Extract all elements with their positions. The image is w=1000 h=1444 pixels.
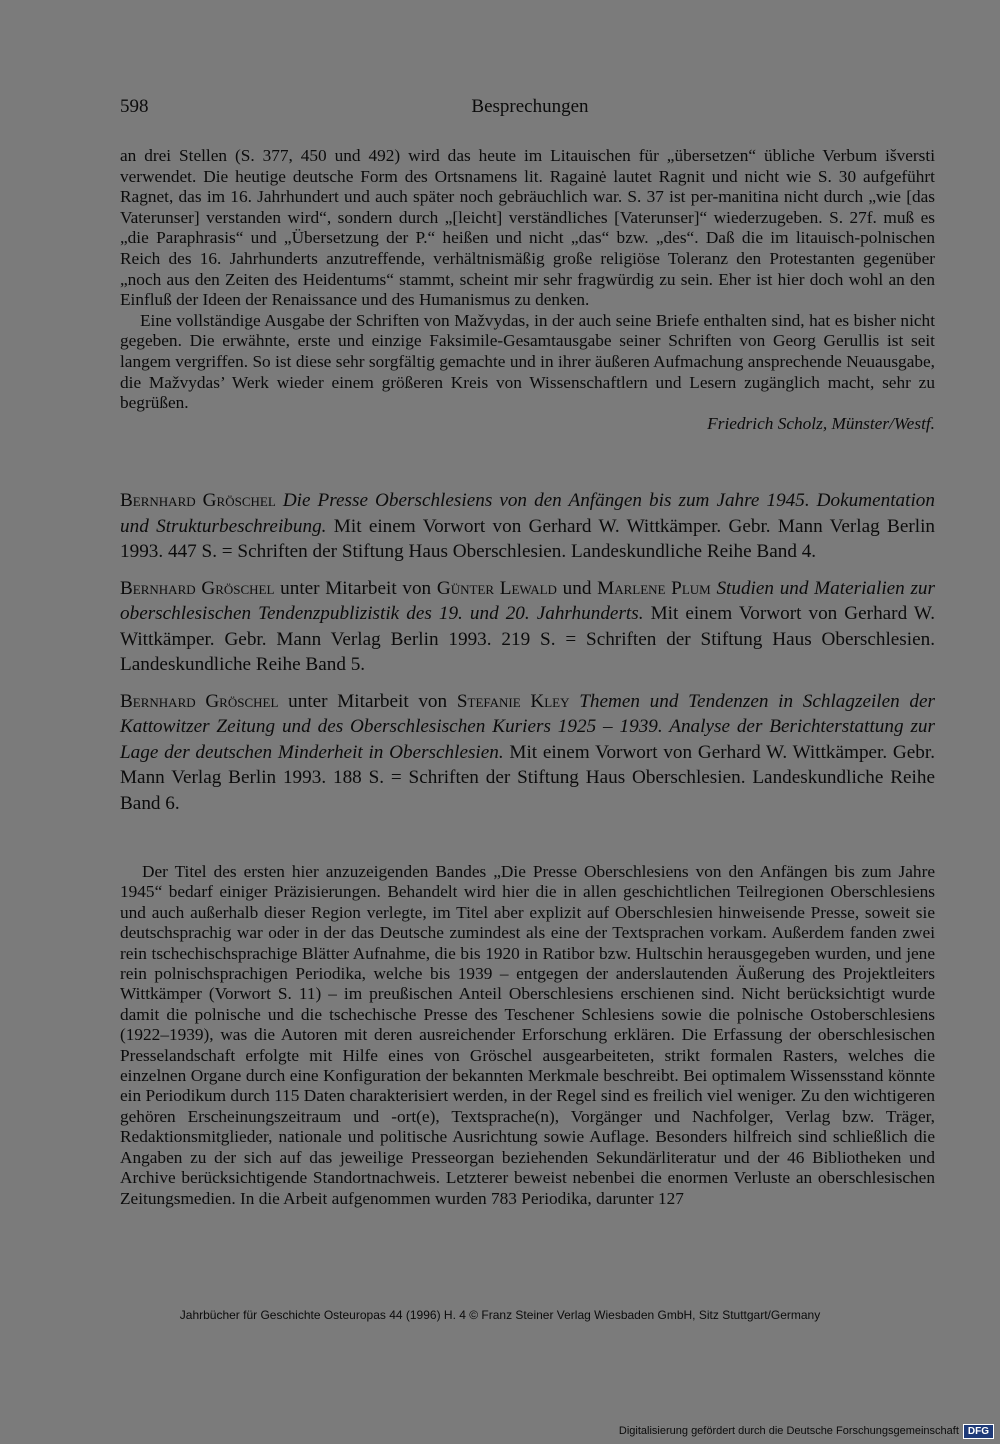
entry-publication-details: Mit einem Vorwort von Gerhard W. Wittkämper. Gebr. Mann Verlag Berlin 1993. 188 S. = Schriften der Stiftung Haus Oberschlesien. Landeskundliche Reihe Band 6. (120, 741, 935, 814)
running-header (120, 96, 940, 122)
bib-entry (120, 488, 935, 565)
entry-author: Bernhard Gröschel (120, 490, 276, 511)
review-body (120, 862, 935, 1209)
bib-entry (120, 689, 935, 817)
reviewer-signature: Friedrich Scholz, Münster/Westf. (707, 413, 935, 433)
entry-title: Die Presse Oberschlesiens von den Anfängen bis zum Jahre 1945. Dokumentation und Strukturbeschreibung. (120, 490, 935, 537)
journal-footer: Jahrbücher für Geschichte Osteuropas 44 (1996) H. 4 © Franz Steiner Verlag Wiesbaden GmbH, Sitz Stuttgart/Germany (179, 1308, 821, 1322)
section-title: Besprechungen (471, 96, 589, 117)
entry-conjunction: und (562, 577, 592, 599)
bib-entry (120, 576, 935, 678)
entry-collab-intro: unter Mitarbeit von (280, 577, 432, 599)
bibliographic-entries (120, 488, 935, 827)
entry-author: Bernhard Gröschel (120, 690, 279, 712)
entry-collaborator: Marlene Plum (597, 577, 711, 599)
previous-review-ending (120, 146, 935, 434)
digitization-stamp (619, 1422, 994, 1440)
page-number: 598 (120, 96, 149, 117)
stamp-text: Digitalisierung gefördert durch die Deutsche Forschungsgemeinschaft (618, 1425, 959, 1437)
entry-title: Themen und Tendenzen in Schlagzeilen der Kattowitzer Zeitung und des Oberschlesischen Kuriers 1925 – 1939. Analyse der Berichterstattung zur Lage der deutschen Minderheit in Oberschlesien. (120, 690, 936, 763)
entry-author: Bernhard Gröschel (120, 577, 275, 599)
entry-publication-details: Mit einem Vorwort von Gerhard W. Wittkämper. Gebr. Mann Verlag Berlin 1993. 219 S. = Schriften der Stiftung Haus Oberschlesien. Landeskundliche Reihe Band 5. (120, 603, 935, 675)
body-paragraph: Der Titel des ersten hier anzuzeigenden Bandes „Die Presse Oberschlesiens von den Anfängen bis zum Jahre 1945“ bedarf einiger Präzisierungen. Behandelt wird hier die in allen geschichtlichen Teilregionen Oberschlesiens und auch außerhalb dieser Region verlegte, im Titel aber explizit auf Oberschlesien hinweisende Presse, soweit sie deutschsprachig war oder in der das Deutsche zumindest als eine der Textsprachen vorkam. Außerdem fanden zwei rein tschechischsprachige Blätter Aufnahme, die bis 1920 in Ratibor bzw. Hultschin herausgegeben wurden, und jene rein polnischsprachigen Periodika, welche bis 1939 – entgegen der anderslautenden Äußerung des Projektleiters Wittkämper (Vorwort S. 11) – im preußischen Anteil Oberschlesiens erschienen sind. Nicht berücksichtigt wurde damit die polnische und die tschechische Presse des Teschener Schlesiens sowie die polnische Ostoberschlesiens (1922–1939), was die Autoren mit deren ausreichender Erforschung erklären. Die Erfassung der oberschlesischen Presselandschaft erfolgte mit Hilfe eines von Gröschel ausgearbeiteten, strikt formalen Rasters, welches die einzelnen Organe durch eine Konfiguration der bekannten Merkmale beschreibt. Bei optimalem Wissensstand könnte ein Periodikum durch 115 Daten charakterisiert werden, in der Regel sind es freilich viel weniger. Zu den wichtigeren gehören Erscheinungszeitraum und -ort(e), Textsprache(n), Vorgänger und Nachfolger, Verlag bzw. Träger, Redaktionsmitglieder, nationale und politische Ausrichtung sowie Auflage. Besonders hilfreich sind schließlich die Angaben zu der sich auf das jeweilige Presseorgan beziehenden Sekundärliteratur und der 46 Bibliotheken und Archive berücksichtigende Standortnachweis. Letzterer beweist nebenbei die enormen Verluste an oberschlesischen Zeitungsmedien. In die Arbeit aufgenommen wurden 783 Periodika, darunter 127 (120, 862, 935, 1208)
entry-collab-intro: unter Mitarbeit von (288, 690, 448, 712)
entry-publication-details: Mit einem Vorwort von Gerhard W. Wittkämper. Gebr. Mann Verlag Berlin 1993. 447 S. = Schriften der Stiftung Haus Oberschlesien. Landeskundliche Reihe Band 4. (120, 515, 936, 562)
review-paragraph: Eine vollständige Ausgabe der Schriften von Mažvydas, in der auch seine Briefe enthalten sind, hat es bisher nicht gegeben. Die erwähnte, erste und einzige Faksimile-Gesamtausgabe seiner Schriften von Georg Gerullis ist seit langem vergriffen. So ist diese sehr sorgfältig gemachte und in ihrer äußeren Aufmachung ansprechende Neuausgabe, die Mažvydas’ Werk wieder einem größeren Kreis von Wissenschaftlern und Lesern zugänglich macht, sehr zu begrüßen. (120, 310, 935, 413)
entry-collaborator: Günter Lewald (436, 577, 557, 599)
review-paragraph: an drei Stellen (S. 377, 450 und 492) wird das heute im Litauischen für „übersetzen“ übliche Verbum išversti verwendet. Die heutige deutsche Form des Ortsnamens lit. Ragainė lautet Ragnit und nicht wie S. 30 aufgeführt Ragnet, das im 16. Jahrhundert und auch später noch gebräuchlich war. S. 37 ist per-manitina nicht durch „wie [das Vaterunser] verstanden wird“, sondern durch „[leicht] verständliches [Vaterunser]“ wiederzugeben. S. 27f. muß es „die Paraphrasis“ und „Übersetzung der P.“ heißen und nicht „das“ bzw. „des“. Daß die im litauisch-polnischen Reich des 16. Jahrhunderts anzutreffende, verhältnismäßig große religiöse Toleranz den Protestanten gegenüber „noch aus den Zeiten des Heidentums“ stammt, scheint mir sehr fragwürdig zu sein. Eher ist hier doch wohl an den Einfluß der Ideen der Renaissance und des Humanismus zu denken. (120, 146, 935, 310)
entry-title: Studien und Materialien zur oberschlesischen Tendenzpublizistik des 19. und 20. Jahrhunderts. (120, 577, 935, 624)
entry-collaborator: Stefanie Kley (456, 690, 570, 712)
dfg-logo: DFG (963, 1424, 994, 1439)
